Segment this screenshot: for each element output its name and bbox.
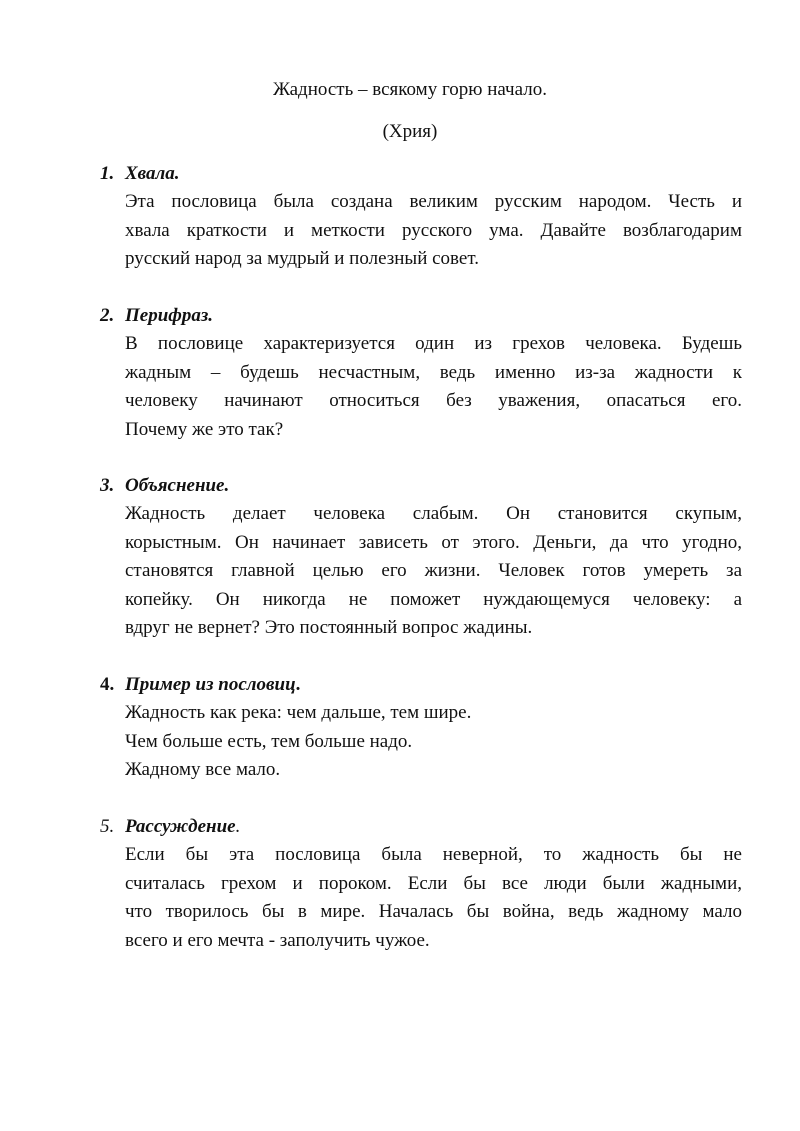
section-number: 5. <box>100 816 115 837</box>
section-heading <box>100 160 742 188</box>
section-heading <box>100 472 742 500</box>
paragraph-line: Эта пословица была создана великим русским народом. Честь и <box>125 191 742 212</box>
section-body <box>125 841 742 955</box>
section-number: 2. <box>100 305 115 326</box>
section-title: Рассуждение <box>125 816 236 837</box>
section-heading <box>100 813 742 841</box>
section-title-period: . <box>295 674 301 695</box>
paragraph-line: Если бы эта пословица была неверной, то жадность бы не <box>125 844 742 865</box>
section-praise <box>100 160 742 274</box>
paragraph-line: человеку начинают относиться без уважения, опасаться его. <box>125 390 742 411</box>
section-heading <box>100 302 742 330</box>
section-title: Перифраз. <box>125 305 214 326</box>
paragraph-line: всего и его мечта - заполучить чужое. <box>125 929 430 951</box>
section-paraphrase <box>100 302 742 444</box>
paragraph-line: В пословице характеризуется один из грехов человека. Будешь <box>125 333 742 354</box>
section-number: 3. <box>100 475 115 496</box>
paragraph-line: становятся главной целью его жизни. Человек готов умереть за <box>125 560 742 581</box>
section-body <box>125 500 742 643</box>
proverb-line: Жадному все мало. <box>125 759 281 780</box>
paragraph-line: Почему же это так? <box>125 418 284 440</box>
section-body <box>125 188 742 274</box>
paragraph-line: русский народ за мудрый и полезный совет. <box>125 248 479 269</box>
section-reasoning <box>100 813 742 955</box>
document-title: Жадность – всякому горю начало. <box>273 79 547 100</box>
paragraph-line: копейку. Он никогда не поможет нуждающемуся человеку: а <box>125 588 742 610</box>
section-title-period: . <box>235 816 241 837</box>
section-body <box>125 699 742 785</box>
section-title: Пример из пословиц <box>125 674 296 695</box>
section-title: Объяснение. <box>125 475 230 496</box>
paragraph-line: вдруг не вернет? Это постоянный вопрос жадины. <box>125 617 533 638</box>
paragraph-line: Жадность делает человека слабым. Он становится скупым, <box>125 503 742 524</box>
section-explanation <box>100 472 742 643</box>
section-title: Хвала. <box>125 163 180 184</box>
section-heading <box>100 671 742 699</box>
section-number: 4. <box>100 674 115 695</box>
section-proverb-examples <box>100 671 742 785</box>
document-subtitle: (Хрия) <box>382 121 438 142</box>
paragraph-line: жадным – будешь несчастным, ведь именно из-за жадности к <box>125 361 742 383</box>
section-number: 1. <box>100 163 115 184</box>
paragraph-line: что творилось бы в мире. Началась бы война, ведь жадному мало <box>125 901 742 922</box>
paragraph-line: корыстным. Он начинает зависеть от этого. Деньги, да что угодно, <box>125 531 742 553</box>
proverb-line: Чем больше есть, тем больше надо. <box>125 730 413 752</box>
paragraph-line: считалась грехом и пороком. Если бы все люди были жадными, <box>125 872 742 894</box>
section-body <box>125 330 742 444</box>
paragraph-line: хвала краткости и меткости русского ума. Давайте возблагодарим <box>125 219 742 241</box>
proverb-line: Жадность как река: чем дальше, тем шире. <box>125 702 472 723</box>
